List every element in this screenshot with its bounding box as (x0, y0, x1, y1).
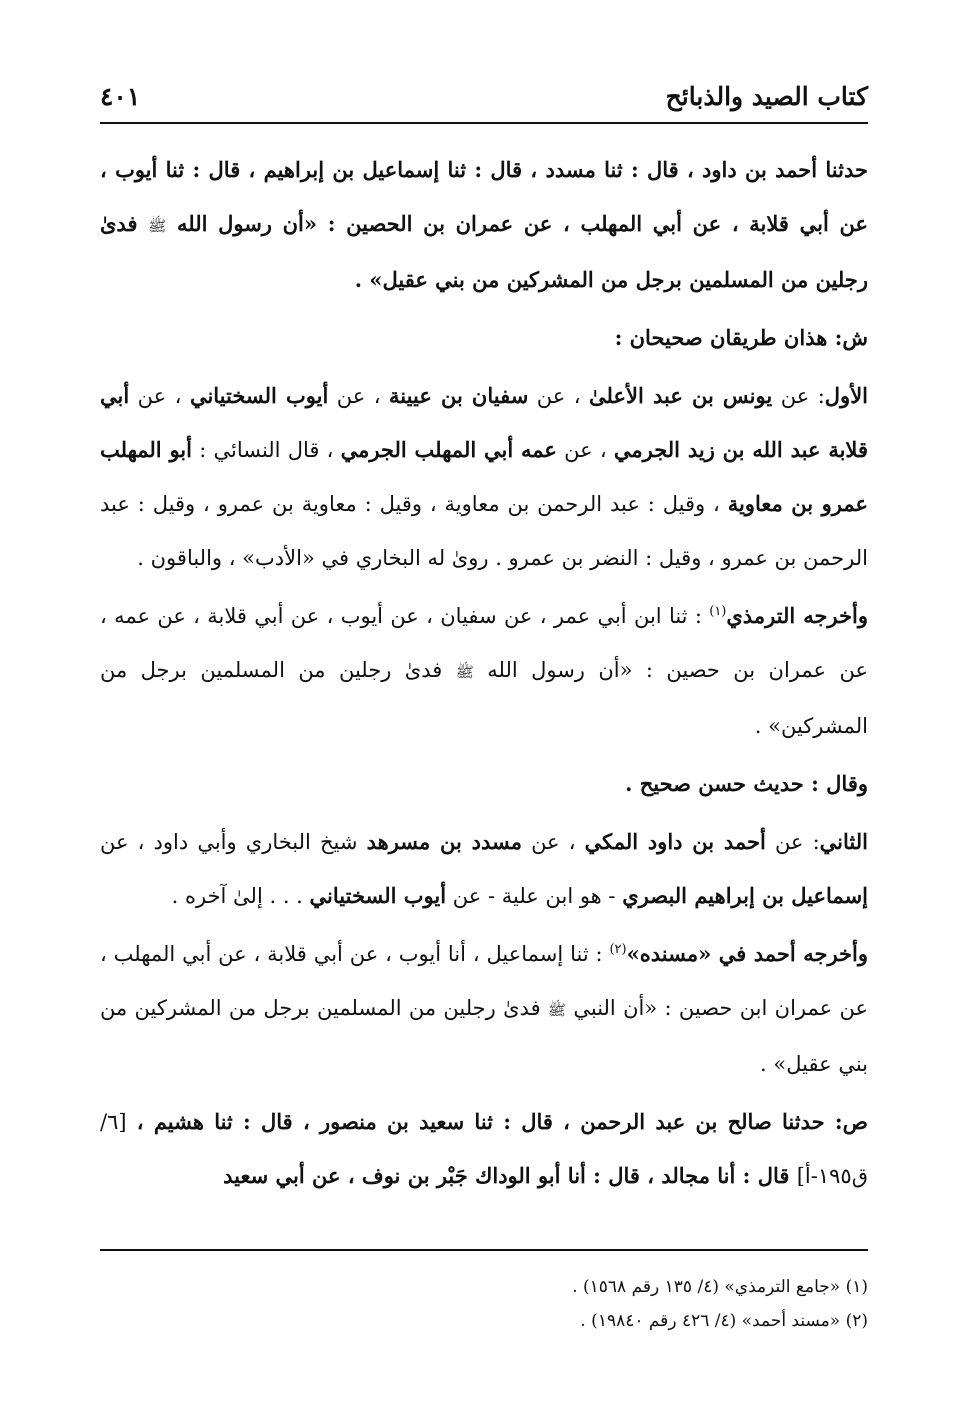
text-segment: شيخ البخاري وأبي داود ، عن (100, 830, 367, 854)
bold-text-segment: ص: حدثنا صالح بن عبد الرحمن ، قال : ثنا سعيد بن منصور ، قال : ثنا هشيم ، (126, 1109, 868, 1134)
text-segment: فدىٰ رجلين من المسلمين برجل من المشركين» . (100, 658, 868, 738)
bold-text-segment: قال : أنا مجالد ، قال : أنا أبو الوداك جَبْر بن نوف ، عن أبي سعيد (223, 1163, 797, 1188)
running-title: كتاب الصيد والذبائح (665, 82, 868, 111)
text-segment: : ثنا ابن أبي عمر ، عن سفيان ، عن أيوب ، عن أبي قلابة ، عن عمه ، عن عمران بن حصين : «أن رسول الله (100, 604, 868, 682)
paragraph-isnad-1 (100, 143, 868, 307)
bold-text-segment: ش: هذان طريقان صحيحان : (614, 325, 868, 350)
text-segment: ، عن (328, 384, 390, 408)
bold-text-segment: يونس بن عبد الأعلىٰ (589, 383, 773, 408)
text-segment: : عن (765, 830, 820, 854)
paragraph-isnad-2 (100, 1095, 868, 1203)
bold-text-segment: أبي قلابة عبد الله بن زيد الجرمي (100, 383, 868, 462)
bold-text-segment: عمه أبي المهلب الجرمي (340, 437, 557, 462)
footnote-1: (١) «جامع الترمذي» (٤/ ١٣٥ رقم ١٥٦٨) . (572, 1277, 868, 1297)
bold-text-segment: وأخرجه أحمد في «مسنده» (626, 941, 868, 966)
main-text (100, 143, 868, 1233)
text-segment: : عن (772, 384, 825, 408)
honorific-symbol: ﷺ (547, 1001, 567, 1019)
bold-text-segment: أحمد بن داود المكي (584, 829, 766, 854)
page-number: ٤٠١ (100, 82, 141, 111)
footnote-2: (٢) «مسند أحمد» (٤/ ٤٢٦ رقم ١٩٨٤٠) . (580, 1311, 868, 1331)
footnotes (100, 1270, 868, 1338)
bold-text-segment: إسماعيل بن إبراهيم البصري (622, 883, 868, 908)
bold-text-segment: أيوب السختياني (309, 883, 447, 908)
text-segment: فدىٰ رجلين من المسلمين برجل من المشركين من بني عقيل» . (100, 996, 868, 1076)
text-segment: - هو ابن علية - عن (446, 884, 623, 908)
page-header (100, 74, 868, 124)
bold-text-segment: حدثنا أحمد بن داود ، قال : ثنا مسدد ، قال : ثنا إسماعيل بن إبراهيم ، قال : ثنا أيوب ، عن أبي قلابة ، عن أبي المهلب ، عن عمران بن الحصين : «أن رسول الله (100, 157, 868, 236)
footnote-marker: (١) (709, 604, 727, 619)
paragraph-first-route (100, 369, 868, 585)
text-segment: ، عن (521, 830, 585, 854)
bold-text-segment: الثاني (819, 829, 868, 854)
bold-text-segment: أيوب السختياني (189, 383, 329, 408)
footnote-divider (100, 1249, 868, 1251)
text-segment: ، وقيل : عبد الرحمن بن معاوية ، وقيل : معاوية بن عمرو ، وقيل : عبد الرحمن بن عمرو ، وقيل : النضر بن عمرو . روىٰ له البخاري في «الأدب» ، والباقون . (100, 492, 868, 570)
text-segment: ، قال النسائي : (192, 438, 341, 462)
text-segment: ، عن (129, 384, 190, 408)
bold-text-segment: فدىٰ رجلين من المسلمين برجل من المشركين من بني عقيل» . (100, 211, 868, 292)
paragraph-tirmidhi-grade (100, 757, 868, 811)
bold-text-segment: الأول (824, 383, 869, 408)
honorific-symbol: ﷺ (148, 217, 167, 235)
bold-text-segment: أبو المهلب عمرو بن معاوية (100, 437, 868, 516)
paragraph-second-route (100, 815, 868, 923)
bold-text-segment: وقال : حديث حسن صحيح . (625, 771, 868, 796)
bold-text-segment: سفيان بن عيينة (389, 383, 529, 408)
text-segment: ، عن (556, 438, 614, 462)
paragraph-tirmidhi (100, 589, 868, 753)
bold-text-segment: مسدد بن مسرهد (366, 829, 522, 854)
text-segment: . . . إلىٰ آخره . (171, 884, 310, 908)
footnote-marker: (٢) (609, 942, 627, 957)
bold-text-segment: وأخرجه الترمذي (726, 603, 868, 628)
honorific-symbol: ﷺ (455, 663, 474, 681)
paragraph-commentary-heading (100, 311, 868, 365)
paragraph-ahmad (100, 927, 868, 1091)
text-segment: [٦/ ق١٩٥-أ] (100, 1110, 868, 1188)
text-segment: : ثنا إسماعيل ، أنا أيوب ، عن أبي قلابة ، عن أبي المهلب ، عن عمران ابن حصين : «أن النبي (100, 942, 869, 1020)
text-segment: ، عن (528, 384, 590, 408)
